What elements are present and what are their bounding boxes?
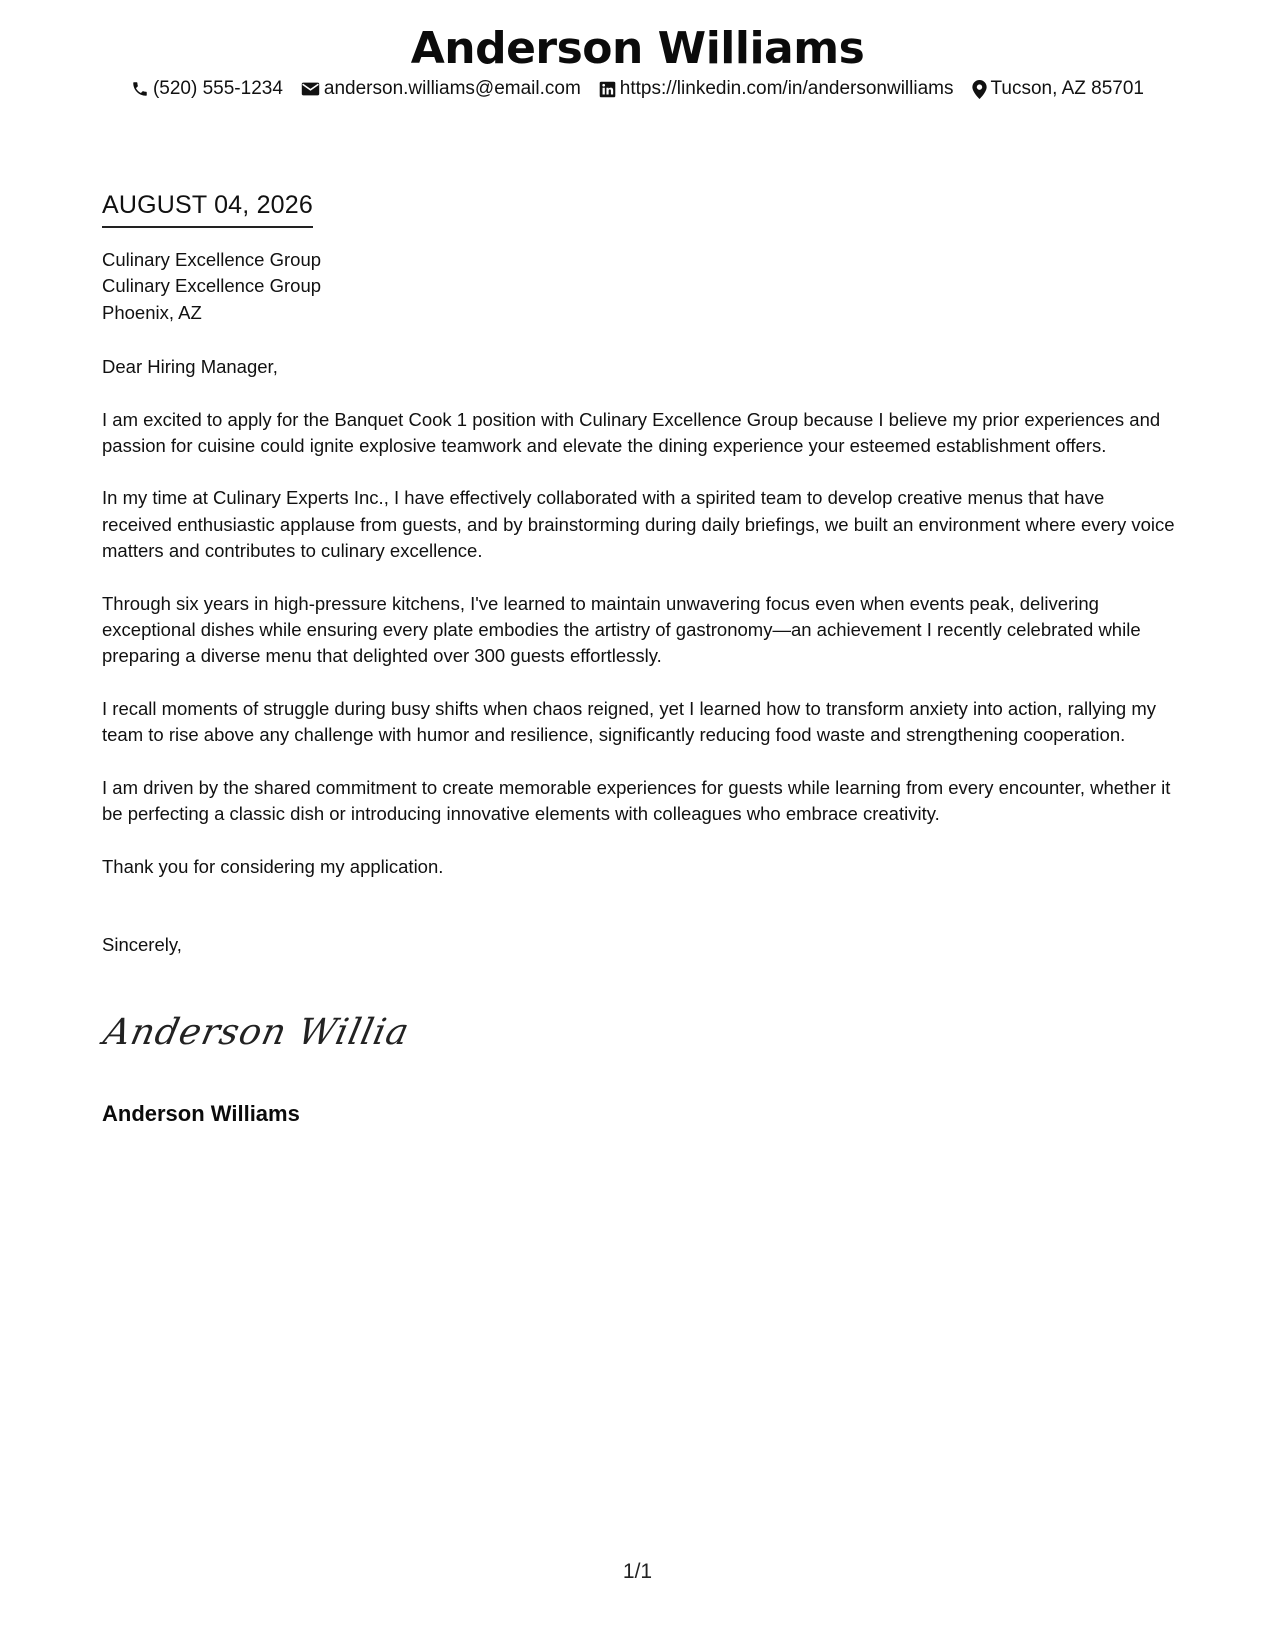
applicant-name-heading: Anderson Williams [410,23,865,74]
handwritten-signature: Anderson Willia [100,1012,414,1053]
letter-date: AUGUST 04, 2026 [102,190,313,228]
map-pin-icon [972,80,987,99]
phone-number[interactable]: (520) 555-1234 [152,78,283,99]
recipient-line-3: Phoenix, AZ [102,301,202,323]
location-text: Tucson, AZ 85701 [990,78,1145,99]
envelope-icon [301,81,320,97]
contact-email [301,78,581,100]
body-paragraph-1: I am excited to apply for the Banquet Cook 1 position with Culinary Excellence Group because I believe my prior experiences and passion for cuisine could ignite explosive teamwork and elevate the dining experience your esteemed establishment offers. [102,408,1161,457]
recipient-line-2: Culinary Excellence Group [102,275,322,297]
closing: Sincerely, [102,933,182,955]
page-number: 1/1 [622,1560,653,1583]
linkedin-icon [599,81,616,98]
body-paragraph-5: I am driven by the shared commitment to create memorable experiences for guests while learning from every encounter, whether it be perfecting a classic dish or introducing innovative elements with colleagues who embrace creativity. [102,776,1171,825]
recipient-address [102,247,1177,326]
contact-phone [131,78,283,100]
signer-name: Anderson Williams [102,1101,300,1126]
email-address[interactable]: anderson.williams@email.com [323,78,581,99]
body-paragraph-3: Through six years in high-pressure kitchens, I've learned to maintain unwavering focus even when events peak, delivering exceptional dishes while ensuring every plate embodies the artistry of gastronomy—an achievement I recently celebrated while preparing a diverse menu that delighted over 300 guests effortlessly. [102,592,1141,667]
contact-location [972,78,1145,100]
salutation: Dear Hiring Manager, [102,356,278,378]
body-paragraph-2: In my time at Culinary Experts Inc., I have effectively collaborated with a spirited team to develop creative menus that have received enthusiastic applause from guests, and by brainstorming during daily briefings, we built an environment where every voice matters and contributes to culinary excellence. [102,487,1175,562]
contact-linkedin [599,78,954,100]
contact-info-row [0,78,1275,100]
linkedin-url[interactable]: https://linkedin.com/in/andersonwilliams [619,78,954,99]
phone-icon [131,80,149,98]
body-paragraph-4: I recall moments of struggle during busy shifts when chaos reigned, yet I learned how to transform anxiety into action, rallying my team to rise above any challenge with humor and resilience, significantly reducing food waste and strengthening cooperation. [102,697,1156,746]
thank-you-paragraph: Thank you for considering my application. [102,855,444,877]
letter-body [102,247,1177,958]
recipient-line-1: Culinary Excellence Group [102,249,322,270]
